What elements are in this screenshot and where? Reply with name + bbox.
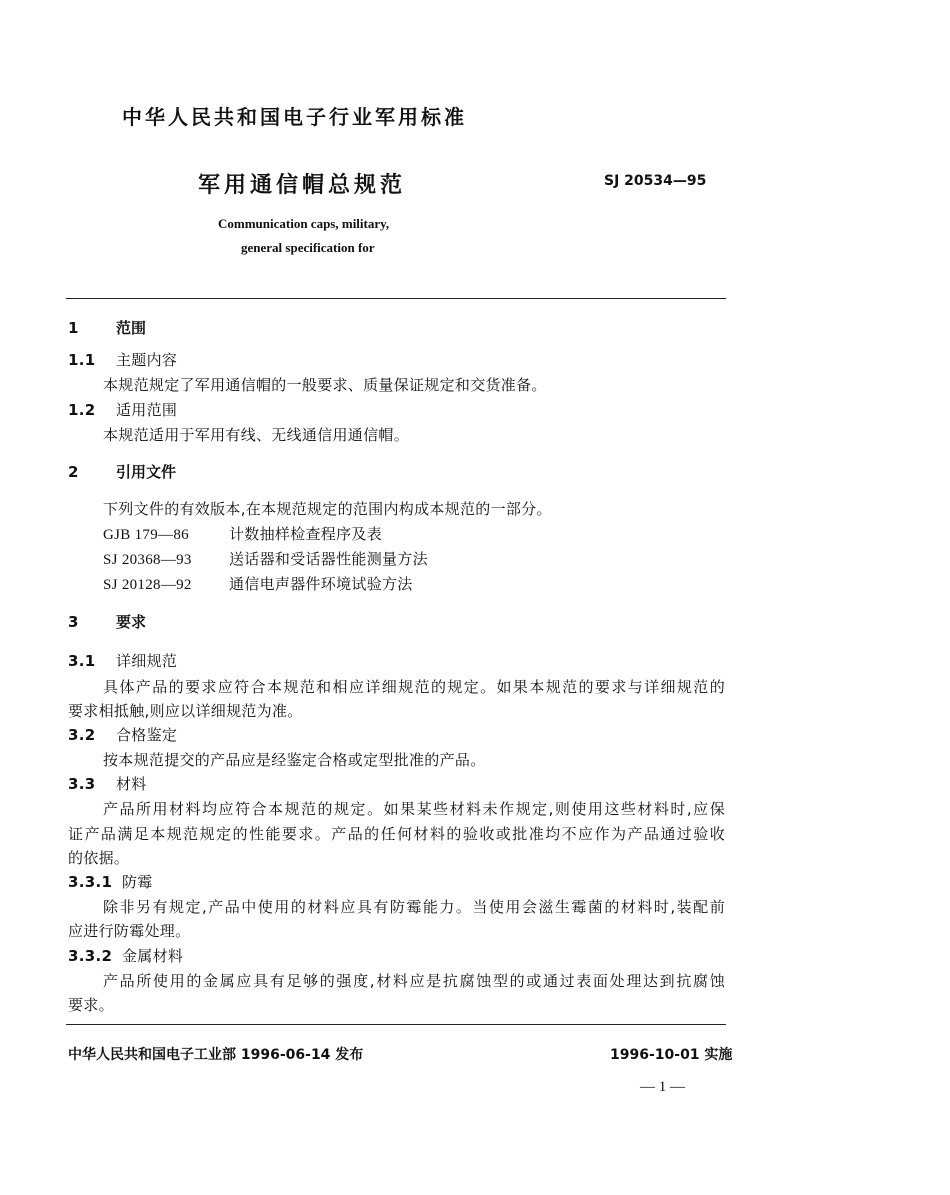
english-title-line1: Communication caps, military, <box>218 216 390 231</box>
section-3-1-text-line1: 具体产品的要求应符合本规范和相应详细规范的规定。如果本规范的要求与详细规范的 <box>103 678 725 696</box>
section-3-3-1-text-line1: 除非另有规定,产品中使用的材料应具有防霉能力。当使用会滋生霉菌的材料时,装配前 <box>103 898 725 916</box>
section-3-heading: 3 要求 <box>68 613 147 631</box>
section-3-3-text-line1: 产品所用材料均应符合本规范的规定。如果某些材料未作规定,则使用这些材料时,应保 <box>103 800 725 818</box>
section-3-2-heading: 3.2 合格鉴定 <box>68 726 178 744</box>
section-3-1-text-line2: 要求相抵触,则应以详细规范为准。 <box>68 702 303 720</box>
section-1-1-text: 本规范规定了军用通信帽的一般要求、质量保证规定和交货准备。 <box>103 376 547 394</box>
section-3-3-1-text-line2: 应进行防霉处理。 <box>68 922 191 940</box>
document-code: SJ 20534—95 <box>604 173 707 189</box>
section-1-2-heading: 1.2 适用范围 <box>68 401 178 419</box>
reference-row: GJB 179—86 计数抽样检查程序及表 <box>103 525 383 543</box>
issue-date: 中华人民共和国电子工业部 1996-06-14 发布 <box>68 1047 364 1063</box>
reference-row: SJ 20128—92 通信电声器件环境试验方法 <box>103 575 413 593</box>
section-3-2-text: 按本规范提交的产品应是经鉴定合格或定型批准的产品。 <box>103 751 486 769</box>
section-3-3-1-heading: 3.3.1 防霉 <box>68 873 153 891</box>
section-3-3-2-text-line1: 产品所使用的金属应具有足够的强度,材料应是抗腐蚀型的或通过表面处理达到抗腐蚀 <box>103 972 725 990</box>
section-1-2-text: 本规范适用于军用有线、无线通信用通信帽。 <box>103 426 410 444</box>
section-1-1-heading: 1.1 主题内容 <box>68 351 178 369</box>
effective-date: 1996-10-01 实施 <box>610 1047 733 1063</box>
section-3-1-heading: 3.1 详细规范 <box>68 652 178 670</box>
footer-divider <box>66 1024 726 1025</box>
section-3-3-2-heading: 3.3.2 金属材料 <box>68 947 184 965</box>
section-2-intro: 下列文件的有效版本,在本规范规定的范围内构成本规范的一部分。 <box>103 500 552 518</box>
header-divider <box>66 298 726 299</box>
document-title: 军用通信帽总规范 <box>198 173 407 198</box>
english-title-line2: general specification for <box>241 240 375 255</box>
publisher-title: 中华人民共和国电子行业军用标准 <box>122 105 467 129</box>
section-3-3-text-line2: 证产品满足本规范规定的性能要求。产品的任何材料的验收或批准均不应作为产品通过验收 <box>68 825 725 843</box>
page-number: — 1 — <box>640 1079 685 1095</box>
reference-row: SJ 20368—93 送话器和受话器性能测量方法 <box>103 550 428 568</box>
section-3-3-heading: 3.3 材料 <box>68 775 147 793</box>
section-3-3-text-line3: 的依据。 <box>68 849 130 867</box>
section-1-heading: 1 范围 <box>68 319 147 337</box>
section-3-3-2-text-line2: 要求。 <box>68 996 114 1014</box>
section-2-heading: 2 引用文件 <box>68 463 177 481</box>
